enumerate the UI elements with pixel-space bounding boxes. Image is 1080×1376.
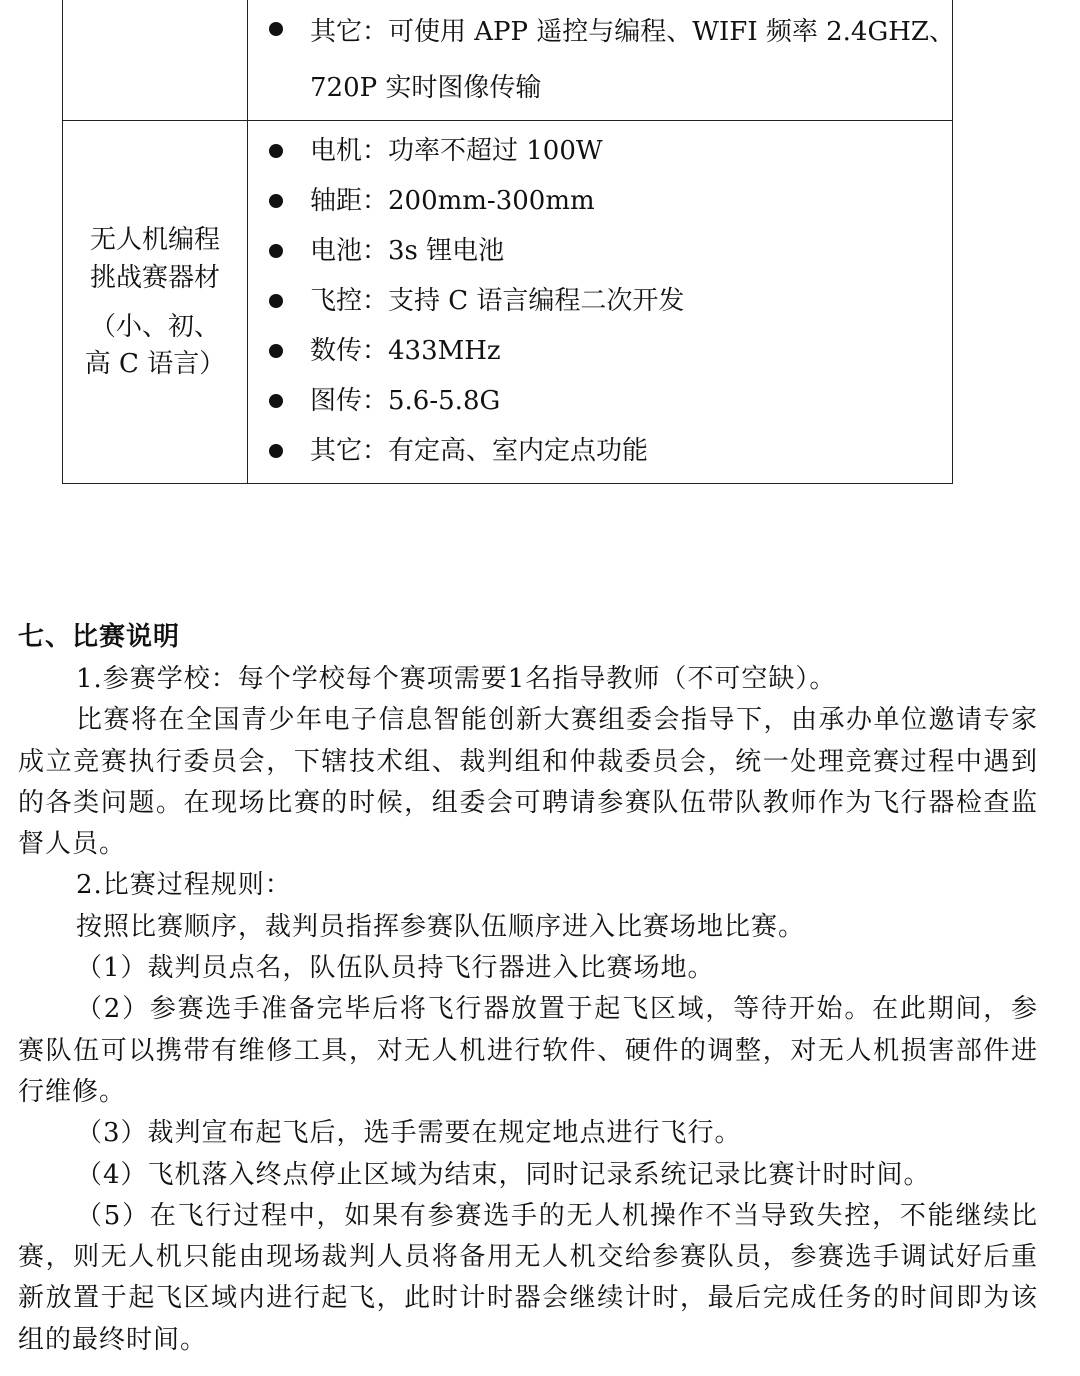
paragraph: （2）参赛选手准备完毕后将飞行器放置于起飞区域，等待开始。在此期间，参赛队伍可以携带有维修工具，对无人机进行软件、硬件的调整，对无人机损害部件进行维修。 — [18, 994, 1038, 1107]
equipment-name-line: 无人机编程 — [89, 225, 220, 255]
spec-cell — [248, 121, 953, 484]
paragraph: （3）裁判宣布起飞后，选手需要在规定地点进行飞行。 — [76, 1118, 742, 1149]
spec-item: 电机：功率不超过 100W — [268, 126, 952, 176]
paragraph: （4）飞机落入终点停止区域为结束，同时记录系统记录比赛计时时间。 — [76, 1159, 931, 1190]
spec-item-continuation: 720P 实时图像传输 — [310, 72, 542, 103]
spec-item: 电池：3s 锂电池 — [268, 226, 952, 276]
equipment-spec-table — [62, 0, 953, 484]
equipment-level-line: 高 C 语言） — [84, 349, 226, 379]
competition-instructions-section — [18, 615, 1038, 1361]
paragraph: 按照比赛顺序，裁判员指挥参赛队伍顺序进入比赛场地比赛。 — [76, 911, 806, 942]
equipment-name-line: 挑战赛器材 — [89, 263, 220, 293]
spec-item: 数传：433MHz — [268, 326, 952, 376]
equipment-name-cell — [63, 121, 248, 484]
table-row — [63, 121, 953, 484]
table-row — [63, 0, 953, 121]
spec-cell — [248, 0, 953, 121]
spec-item: 图传：5.6-5.8G — [268, 376, 952, 426]
paragraph: （5）在飞行过程中，如果有参赛选手的无人机操作不当导致失控，不能继续比赛，则无人机只能由现场裁判人员将备用无人机交给参赛队员，参赛选手调试好后重新放置于起飞区域内进行起飞，此时计时器会继续计时，最后完成任务的时间即为该组的最终时间。 — [18, 1200, 1038, 1355]
spec-item: 其它：可使用 APP 遥控与编程、WIFI 频率 2.4GHZ、 — [268, 4, 952, 60]
paragraph: 比赛将在全国青少年电子信息智能创新大赛组委会指导下，由承办单位邀请专家成立竞赛执行委员会，下辖技术组、裁判组和仲裁委员会，统一处理竞赛过程中遇到的各类问题。在现场比赛的时候，组委会可聘请参赛队伍带队教师作为飞行器检查监督人员。 — [18, 705, 1038, 860]
spec-item: 其它：有定高、室内定点功能 — [268, 426, 952, 476]
spec-item: 轴距：200mm-300mm — [268, 176, 952, 226]
paragraph: （1）裁判员点名，队伍队员持飞行器进入比赛场地。 — [76, 953, 715, 984]
spec-item: 飞控：支持 C 语言编程二次开发 — [268, 276, 952, 326]
paragraph: 1.参赛学校：每个学校每个赛项需要1名指导教师（不可空缺）。 — [76, 664, 837, 694]
paragraph: 2.比赛过程规则： — [76, 870, 292, 901]
spec-list — [248, 123, 952, 481]
equipment-level-line: （小、初、 — [89, 312, 220, 342]
equipment-name-cell — [63, 0, 248, 121]
section-heading: 七、比赛说明 — [18, 622, 181, 652]
